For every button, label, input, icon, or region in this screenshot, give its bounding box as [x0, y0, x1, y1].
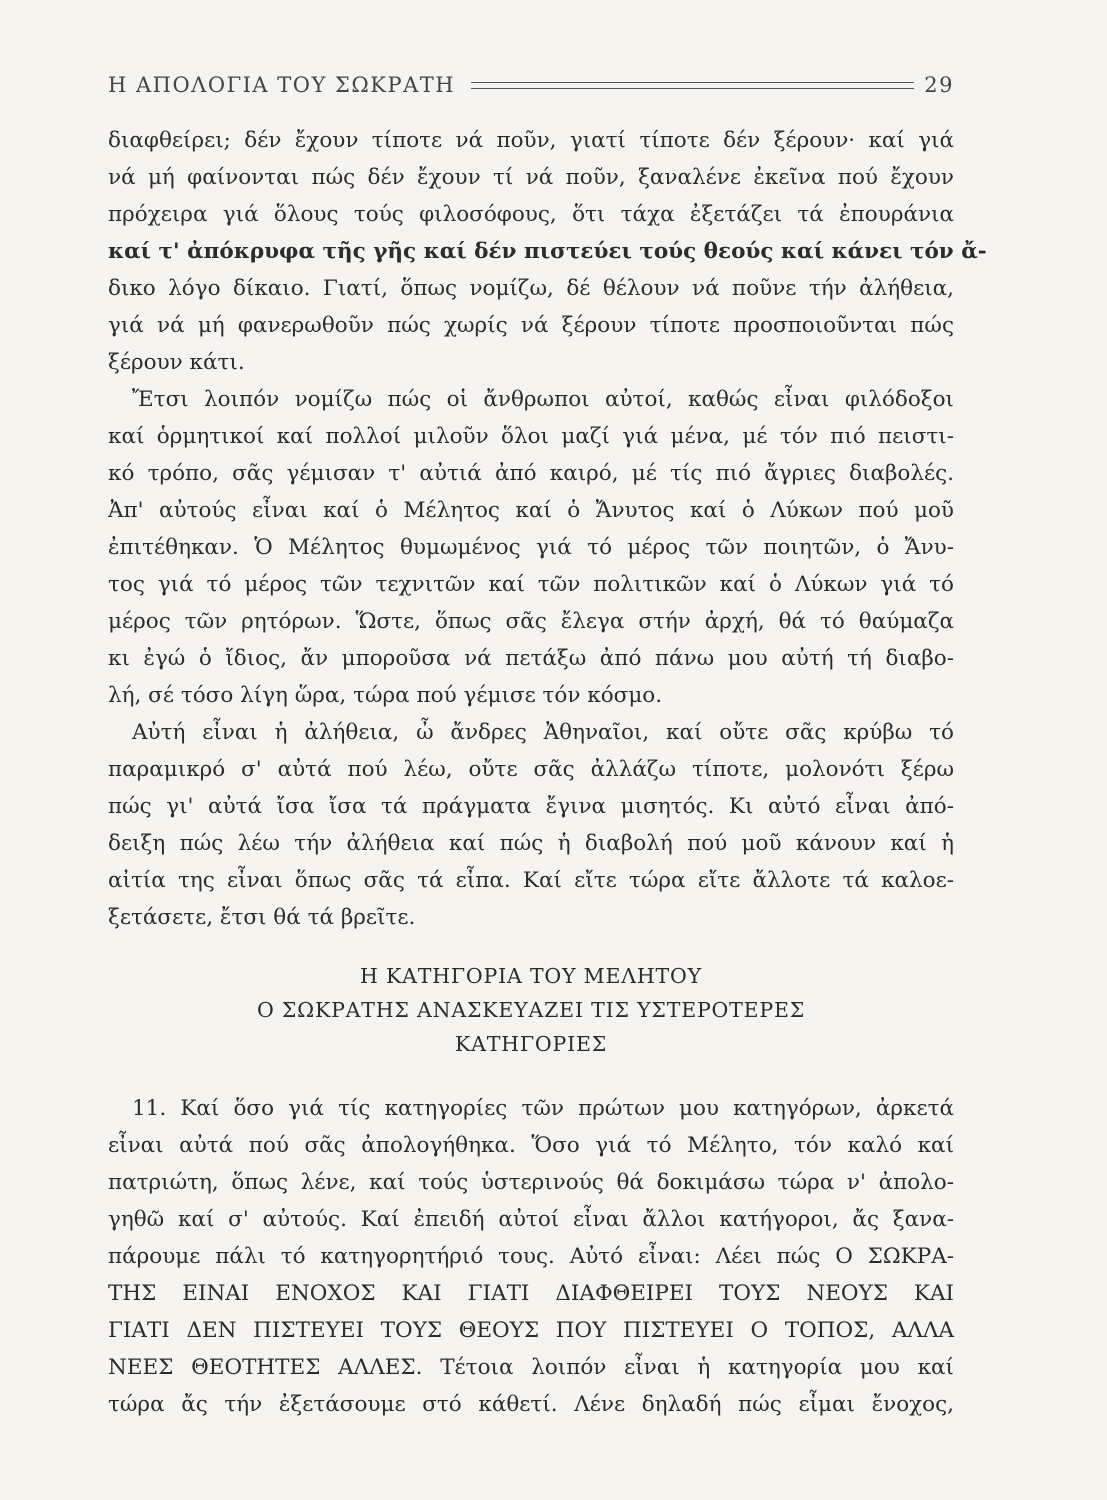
text-line: τώρα ἄς τήν ἐξετάσουμε στό κάθετί. Λένε δηλαδή πώς εἶμαι ἔνοχος, — [108, 1392, 954, 1417]
page-number: 29 — [924, 73, 954, 97]
text-line: ΤΗΣ ΕΙΝΑΙ ΕΝΟΧΟΣ ΚΑΙ ΓΙΑΤΙ ΔΙΑΦΘΕΙΡΕΙ ΤΟΥΣ ΝΕΟΥΣ ΚΑΙ — [108, 1281, 954, 1306]
text-line: κι ἐγώ ὁ ἴδιος, ἄν μποροῦσα νά πετάξω ἀπό πάνω μου αὐτή τή διαβο- — [108, 646, 954, 671]
paragraph-start-line: Ἔτσι λοιπόν νομίζω πώς οἱ ἄνθρωποι αὐτοί, καθώς εἶναι φιλόδοξοι — [132, 387, 954, 412]
text-line: γιά νά μή φανερωθοῦν πώς χωρίς νά ξέρουν τίποτε προσποιοῦνται πώς — [108, 313, 954, 338]
text-line: μέρος τῶν ρητόρων. Ὥστε, ὅπως σᾶς ἔλεγα στήν ἀρχή, θά τό θαύμαζα — [108, 609, 954, 634]
section-heading-line: ΚΑΤΗΓΟΡΙΕΣ — [454, 1032, 608, 1056]
text-line: πώς γι' αὐτά ἴσα ἴσα τά πράγματα ἔγινα μισητός. Κι αὐτό εἶναι ἀπό- — [108, 794, 954, 819]
text-line: ΓΙΑΤΙ ΔΕΝ ΠΙΣΤΕΥΕΙ ΤΟΥΣ ΘΕΟΥΣ ΠΟΥ ΠΙΣΤΕΥΕΙ Ο ΤΟΠΟΣ, ΑΛΛΑ — [108, 1318, 954, 1343]
text-line: δειξη πώς λέω τήν ἀλήθεια καί πώς ἡ διαβολή πού μοῦ κάνουν καί ἡ — [108, 831, 954, 856]
text-line: εἶναι αὐτά πού σᾶς ἀπολογήθηκα. Ὅσο γιά τό Μέλητο, τόν καλό καί — [108, 1133, 954, 1158]
text-line: κό τρόπο, σᾶς γέμισαν τ' αὐτιά ἀπό καιρό, μέ τίς πιό ἄγριες διαβολές. — [108, 461, 954, 486]
section-heading — [108, 959, 954, 1061]
text-line: δικο λόγο δίκαιο. Γιατί, ὅπως νομίζω, δέ θέλουν νά ποῦνε τήν ἀλήθεια, — [108, 276, 954, 301]
text-line: τος γιά τό μέρος τῶν τεχνιτῶν καί τῶν πολιτικῶν καί ὁ Λύκων γιά τό — [108, 572, 954, 597]
text-line: ξέρουν κάτι. — [108, 350, 245, 375]
text-line: διαφθείρει; δέν ἔχουν τίποτε νά ποῦν, γιατί τίποτε δέν ξέρουν· καί γιά — [108, 128, 954, 153]
header-double-rule — [471, 82, 914, 89]
text-line: λή, σέ τόσο λίγη ὥρα, τώρα πού γέμισε τόν κόσμο. — [108, 683, 663, 708]
section-heading-line: Ο ΣΩΚΡΑΤΗΣ ΑΝΑΣΚΕΥΑΖΕΙ ΤΙΣ ΥΣΤΕΡΟΤΕΡΕΣ — [256, 998, 806, 1022]
text-line: Ἀπ' αὐτούς εἶναι καί ὁ Μέλητος καί ὁ Ἄνυτος καί ὁ Λύκων πού μοῦ — [108, 498, 954, 523]
text-line: ξετάσετε, ἔτσι θά τά βρεῖτε. — [108, 905, 416, 930]
text-line: ἐπιτέθηκαν. Ὁ Μέλητος θυμωμένος γιά τό μέρος τῶν ποιητῶν, ὁ Ἄνυ- — [108, 535, 954, 560]
text-line: αἰτία της εἶναι ὅπως σᾶς τά εἶπα. Καί εἴτε τώρα εἴτε ἄλλοτε τά καλοε- — [108, 868, 954, 893]
text-line: νά μή φαίνονται πώς δέν ἔχουν τί νά ποῦν, ξαναλένε ἐκεῖνα πού ἔχουν — [108, 165, 954, 190]
body-text-block-2 — [108, 1090, 954, 1423]
text-line-bold: καί τ' ἀπόκρυφα τῆς γῆς καί δέν πιστεύει τούς θεούς καί κάνει τόν ἄ- — [108, 239, 987, 264]
body-text-block-1 — [108, 122, 987, 936]
text-line: γηθῶ καί σ' αὐτούς. Καί ἐπειδή αὐτοί εἶναι ἄλλοι κατήγοροι, ἄς ξανα- — [108, 1207, 954, 1232]
text-line: πρόχειρα γιά ὅλους τούς φιλοσόφους, ὅτι τάχα ἐξετάζει τά ἐπουράνια — [108, 202, 954, 227]
text-line: ΝΕΕΣ ΘΕΟΤΗΤΕΣ ΑΛΛΕΣ. Τέτοια λοιπόν εἶναι ἡ κατηγορία μου καί — [108, 1355, 954, 1380]
running-title: Η ΑΠΟΛΟΓΙΑ ΤΟΥ ΣΩΚΡΑΤΗ — [108, 73, 456, 97]
text-line: πάρουμε πάλι τό κατηγορητήριό τους. Αὐτό εἶναι: Λέει πώς Ο ΣΩΚΡΑ- — [108, 1244, 954, 1269]
paragraph-start-line: 11. Καί ὅσο γιά τίς κατηγορίες τῶν πρώτων μου κατηγόρων, ἀρκετά — [132, 1096, 954, 1121]
section-heading-line: Η ΚΑΤΗΓΟΡΙΑ ΤΟΥ ΜΕΛΗΤΟΥ — [360, 964, 702, 988]
paragraph-start-line: Αὐτή εἶναι ἡ ἀλήθεια, ὦ ἄνδρες Ἀθηναῖοι, καί οὔτε σᾶς κρύβω τό — [132, 720, 954, 745]
text-line: παραμικρό σ' αὐτά πού λέω, οὔτε σᾶς ἀλλάζω τίποτε, μολονότι ξέρω — [108, 757, 954, 782]
running-header — [108, 70, 954, 100]
text-line: καί ὁρμητικοί καί πολλοί μιλοῦν ὅλοι μαζί γιά μένα, μέ τόν πιό πειστι- — [108, 424, 954, 449]
text-line: πατριώτη, ὅπως λένε, καί τούς ὑστερινούς θά δοκιμάσω τώρα ν' ἀπολο- — [108, 1170, 954, 1195]
